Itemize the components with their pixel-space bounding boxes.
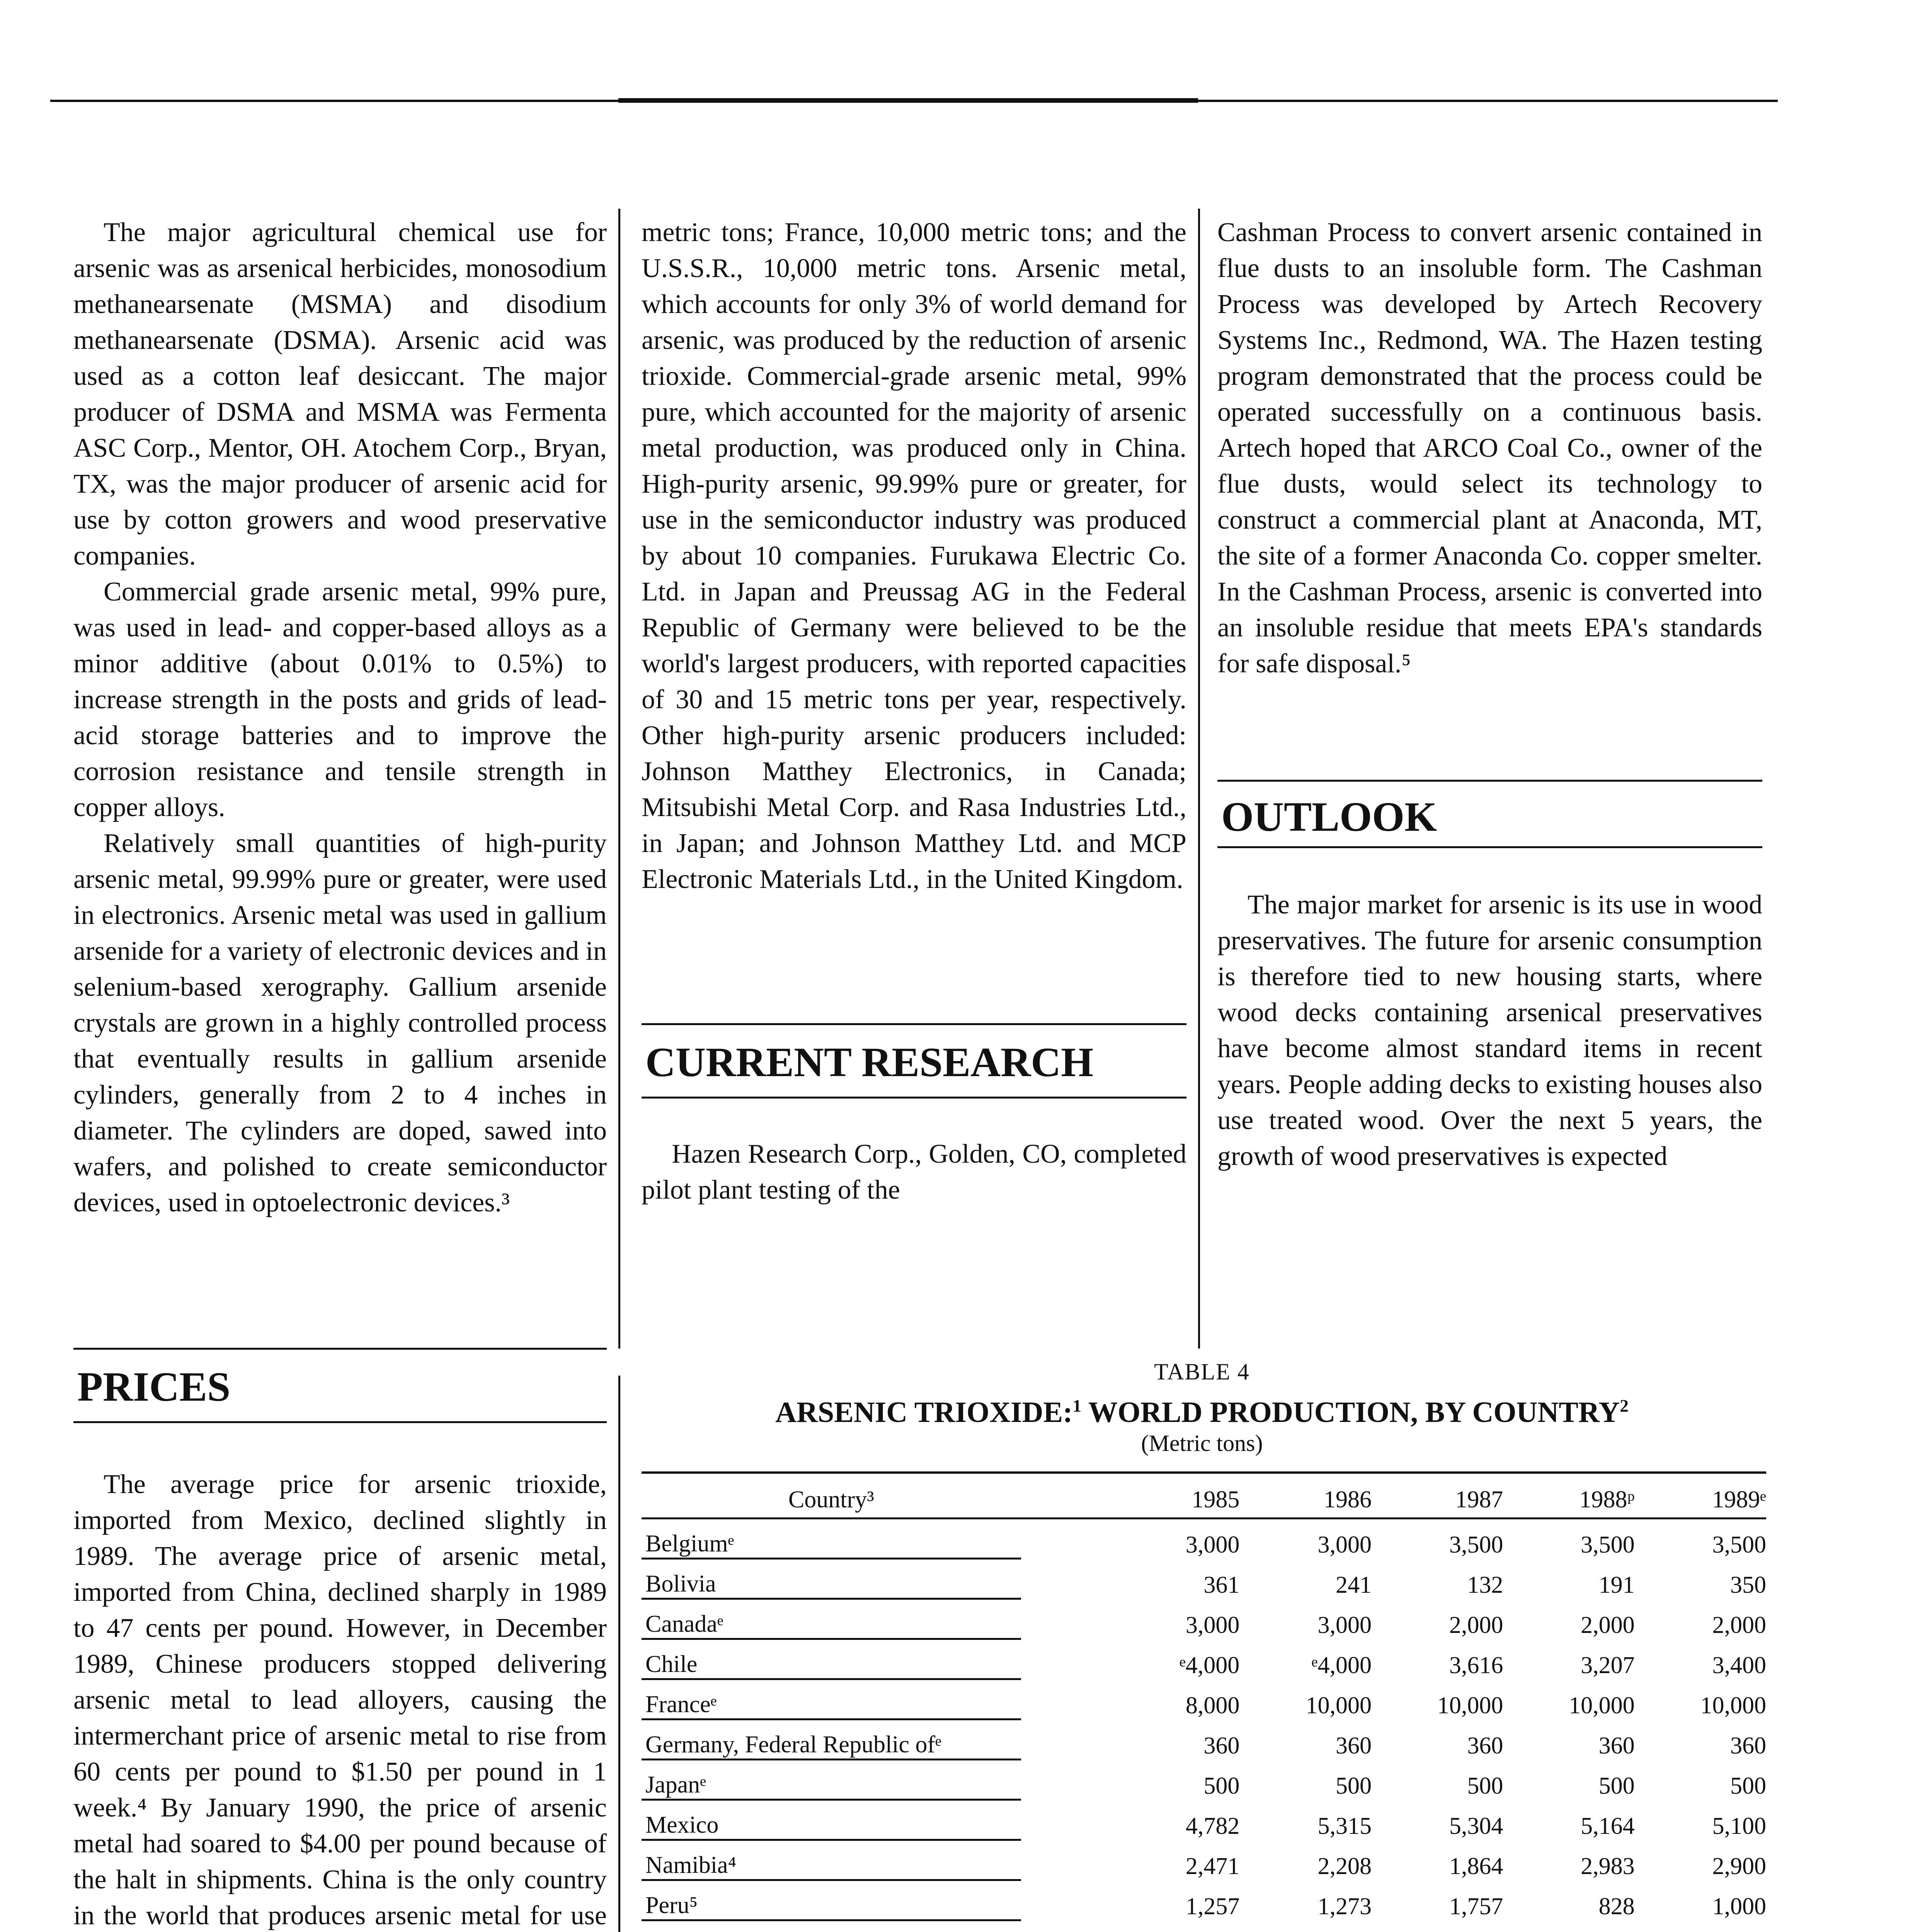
value-cell: 1,257 <box>1185 1893 1240 1920</box>
value-cell: 3,207 <box>1581 1652 1635 1679</box>
value-cell: 5,304 <box>1449 1813 1503 1839</box>
value-cell: 361 <box>1203 1571 1240 1598</box>
column-1-body <box>73 214 607 1221</box>
value-cell <box>1021 1920 1240 1932</box>
table-row <box>642 1920 1766 1932</box>
value-cell: 2,983 <box>1581 1853 1635 1879</box>
column-header-year: 1988ᵖ <box>1579 1486 1635 1513</box>
value-cell: 500 <box>1730 1772 1766 1799</box>
value-cell: 5,315 <box>1317 1813 1372 1839</box>
value-cell: 2,000 <box>1581 1612 1635 1638</box>
value-cell: ᵉ4,000 <box>1311 1652 1372 1679</box>
value-cell: 360 <box>1730 1732 1766 1759</box>
country-cell: Peru⁵ <box>642 1880 1021 1920</box>
prices-heading: PRICES <box>77 1364 231 1410</box>
value-cell: 3,000 <box>1185 1531 1240 1558</box>
value-cell: 360 <box>1203 1732 1240 1759</box>
section-rule <box>73 1421 607 1423</box>
country-cell: Mexico <box>642 1800 1021 1840</box>
country-cell: Namibia⁴ <box>642 1840 1021 1880</box>
country-cell: Bolivia <box>642 1559 1021 1599</box>
section-rule <box>1217 846 1762 848</box>
value-cell: 10,000 <box>1700 1692 1766 1719</box>
value-cell: 1,273 <box>1317 1893 1372 1920</box>
value-cell: 3,400 <box>1712 1652 1766 1679</box>
value-cell: 3,500 <box>1712 1531 1766 1558</box>
value-cell: 3,000 <box>1317 1612 1372 1638</box>
value-cell: 500 <box>1336 1772 1372 1799</box>
column-header-year: 1987 <box>1455 1486 1503 1513</box>
paragraph: The major agricultural chemical use for arsenic was as arsenical herbicides, monosodium methanearsenate (MSMA) and disodium methanearsenate (DSMA). Arsenic acid was used as a cotton leaf desiccant. The major producer of DSMA and MSMA was Fermenta ASC Corp., Mentor, OH. Atochem Corp., Bryan, TX, was the major producer of arsenic acid for use by cotton growers and wood preservative companies. <box>73 218 607 571</box>
top-rule-accent <box>618 98 1198 103</box>
value-cell: ᵉ4,000 <box>1179 1652 1240 1679</box>
table-row <box>642 1519 1766 1559</box>
column-divider-1-lower <box>618 1376 620 1932</box>
value-cell: 3,500 <box>1449 1531 1503 1558</box>
paragraph: The average price for arsenic trioxide, imported from Mexico, declined slightly in 1989. The average price of arsenic metal, imported from China, declined sharply in 1989 to 47 cents per pound. However, in December 1989, Chinese producers stopped delivering arsenic metal to lead alloyers, causing the intermerchant price of arsenic metal to rise from 60 cents per pound to $1.50 per pound in 1 week.⁴ By January 1990, the price of arsenic metal had soared to $4.00 per pound because of the halt in shipments. China is the only country in the world that produces arsenic metal for use <box>73 1469 607 1930</box>
paragraph: metric tons; France, 10,000 metric tons; and the U.S.S.R., 10,000 metric tons. Arsenic metal, which accounts for only 3% of world demand for arsenic, was produced by the reduction of arsenic trioxide. Commercial-grade arsenic metal, 99% pure, which accounted for the majority of arsenic metal production, was produced only in China. High-purity arsenic, 99.99% pure or greater, for use in the semiconductor industry was produced by about 10 companies. Furukawa Electric Co. Ltd. in Japan and Preussag AG in the Federal Republic of Germany were believed to be the world's largest producers, with reported capacities of 30 and 15 metric tons per year, respectively. Other high-purity arsenic producers included: Johnson Matthey Electronics, in Canada; Mitsubishi Metal Corp. and Rasa Industries Ltd., in Japan; and Johnson Matthey Ltd. and MCP Electronic Materials Ltd., in the United Kingdom. <box>642 218 1186 894</box>
section-rule <box>1217 780 1762 782</box>
country-cell: Japanᵉ <box>642 1760 1021 1800</box>
column-3-body <box>1217 214 1762 682</box>
table-title <box>642 1395 1762 1430</box>
value-cell: 2,000 <box>1449 1612 1503 1638</box>
current-research-body <box>642 1136 1186 1208</box>
table-row <box>642 1639 1766 1679</box>
country-cell: Canadaᵉ <box>642 1599 1021 1639</box>
value-cell: 3,500 <box>1581 1531 1635 1558</box>
outlook-body <box>1217 887 1762 1174</box>
table-title-part-b: WORLD PRODUCTION, BY COUNTRY <box>1081 1396 1620 1429</box>
value-cell: 2,471 <box>1185 1853 1240 1879</box>
value-cell: 10,000 <box>1569 1692 1635 1719</box>
value-cell: 241 <box>1336 1571 1372 1598</box>
outlook-heading: OUTLOOK <box>1221 794 1437 840</box>
country-cell <box>642 1920 1021 1932</box>
value-cell: 132 <box>1467 1571 1503 1598</box>
value-cell: 3,000 <box>1317 1531 1372 1558</box>
table-title-part-a: ARSENIC TRIOXIDE: <box>775 1396 1073 1429</box>
value-cell: 2,900 <box>1712 1853 1766 1879</box>
column-divider-1 <box>618 209 620 1349</box>
column-2-body <box>642 214 1186 897</box>
section-rule <box>73 1348 607 1350</box>
column-header-year: 1985 <box>1191 1486 1240 1513</box>
production-table <box>642 1475 1766 1932</box>
value-cell: 10,000 <box>1306 1692 1372 1719</box>
prices-body <box>73 1466 607 1932</box>
footnote-marker: 2 <box>1620 1396 1629 1416</box>
value-cell: 500 <box>1467 1772 1503 1799</box>
value-cell: 191 <box>1598 1571 1635 1598</box>
value-cell <box>1239 1920 1372 1932</box>
paragraph: Hazen Research Corp., Golden, CO, completed pilot plant testing of the <box>642 1139 1186 1205</box>
table-subtitle: (Metric tons) <box>1141 1430 1263 1456</box>
table-label: TABLE 4 <box>1154 1359 1250 1384</box>
value-cell <box>1635 1920 1766 1932</box>
section-rule <box>642 1023 1186 1025</box>
value-cell: 500 <box>1203 1772 1240 1799</box>
country-cell: Germany, Federal Republic ofᵉ <box>642 1719 1021 1760</box>
table-header-row <box>642 1475 1766 1514</box>
country-cell: Chile <box>642 1639 1021 1679</box>
column-header-year: 1989ᵉ <box>1712 1486 1766 1513</box>
value-cell: 360 <box>1598 1732 1635 1759</box>
current-research-heading: CURRENT RESEARCH <box>645 1039 1094 1085</box>
footnote-marker: 1 <box>1072 1396 1082 1416</box>
value-cell: 5,164 <box>1581 1813 1635 1839</box>
country-cell: Franceᵉ <box>642 1679 1021 1719</box>
value-cell: 828 <box>1598 1893 1635 1920</box>
value-cell: 360 <box>1336 1732 1372 1759</box>
country-cell: Belgiumᵉ <box>642 1519 1021 1559</box>
table-row <box>642 1679 1766 1719</box>
paragraph: The major market for arsenic is its use in wood preservatives. The future for arsenic consumption is therefore tied to new housing starts, where wood decks containing arsenical preservatives have become almost standard items in recent years. People adding decks to existing houses also use treated wood. Over the next 5 years, the growth of wood preservatives is expected <box>1217 890 1762 1171</box>
value-cell: 5,100 <box>1712 1813 1766 1839</box>
table-row <box>642 1760 1766 1800</box>
value-cell: 2,000 <box>1712 1612 1766 1638</box>
column-divider-2 <box>1198 209 1200 1349</box>
value-cell: 3,616 <box>1449 1652 1503 1679</box>
table-top-rule <box>642 1471 1766 1474</box>
paragraph: Commercial grade arsenic metal, 99% pure, was used in lead- and copper-based alloys as a minor additive (about 0.01% to 0.5%) to increase strength in the posts and grids of lead-acid storage batteries and to improve the corrosion resistance and tensile strength in copper alloys. <box>73 577 607 822</box>
paragraph: Cashman Process to convert arsenic contained in flue dusts to an insoluble form. The Cashman Process was developed by Artech Recovery Systems Inc., Redmond, WA. The Hazen testing program demonstrated that the process could be operated successfully on a continuous basis. Artech hoped that ARCO Coal Co., owner of the flue dusts, would select its technology to construct a commercial plant at Anaconda, MT, the site of a former Anaconda Co. copper smelter. In the Cashman Process, arsenic is converted into an insoluble residue that meets EPA's standards for safe disposal.⁵ <box>1217 218 1762 679</box>
value-cell: 1,000 <box>1712 1893 1766 1920</box>
value-cell: 1,757 <box>1449 1893 1503 1920</box>
value-cell: 10,000 <box>1437 1692 1503 1719</box>
value-cell <box>1372 1920 1503 1932</box>
value-cell: 2,208 <box>1317 1853 1372 1879</box>
value-cell <box>1503 1920 1634 1932</box>
value-cell: 3,000 <box>1185 1612 1240 1638</box>
value-cell: 360 <box>1467 1732 1503 1759</box>
section-rule <box>642 1097 1186 1099</box>
paragraph: Relatively small quantities of high-purity arsenic metal, 99.99% pure or greater, were used in electronics. Arsenic metal was used in gallium arsenide for a variety of electronic devices and in selenium-based xerography. Gallium arsenide crystals are grown in a highly controlled process that eventually results in gallium arsenide cylinders, generally from 2 to 4 inches in diameter. The cylinders are doped, sawed into wafers, and polished to create semiconductor devices, used in optoelectronic devices.³ <box>73 828 607 1218</box>
table-row <box>642 1559 1766 1599</box>
column-header-country: Country³ <box>788 1486 874 1513</box>
table-row <box>642 1599 1766 1639</box>
table-row <box>642 1719 1766 1760</box>
column-header-year: 1986 <box>1324 1486 1372 1513</box>
table-row <box>642 1840 1766 1880</box>
table-row <box>642 1800 1766 1840</box>
value-cell: 4,782 <box>1185 1813 1240 1839</box>
table-row <box>642 1880 1766 1920</box>
value-cell: 350 <box>1730 1571 1766 1598</box>
value-cell: 500 <box>1598 1772 1635 1799</box>
value-cell: 8,000 <box>1185 1692 1240 1719</box>
value-cell: 1,864 <box>1449 1853 1503 1879</box>
